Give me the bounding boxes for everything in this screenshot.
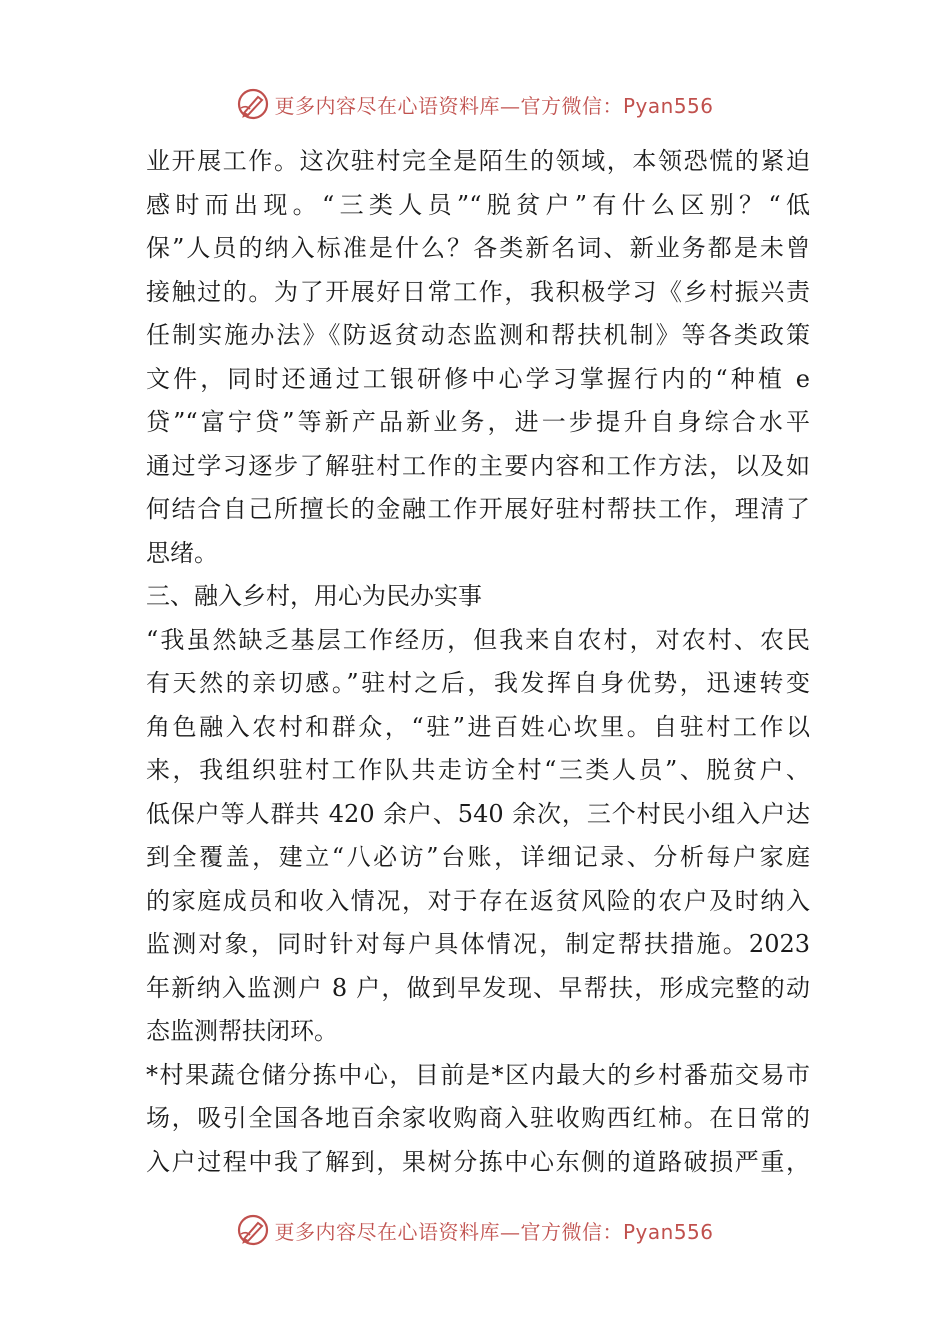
text-line: 角色融入农村和群众，“驻”进百姓心坎里。自驻村工作以 (146, 712, 810, 741)
text-line: 监测对象，同时针对每户具体情况，制定帮扶措施。2023 (146, 930, 810, 958)
text-line: 业开展工作。这次驻村完全是陌生的领域，本领恐慌的紧迫 (146, 147, 810, 175)
text-line: 通过学习逐步了解驻村工作的主要内容和工作方法，以及如 (146, 451, 810, 480)
pen-logo-icon (236, 1213, 270, 1247)
text-line: 任制实施办法》《防返贫动态监测和帮扶机制》等各类政策 (146, 321, 810, 349)
header-watermark (0, 84, 950, 124)
text-line: 接触过的。为了开展好日常工作，我积极学习《乡村振兴责 (146, 277, 810, 306)
text-line: 何结合自己所擅长的金融工作开展好驻村帮扶工作，理清了 (146, 495, 810, 523)
text-line: 感时而出现。“三类人员”“脱贫户”有什么区别？“低 (146, 190, 810, 219)
text-line: 年新纳入监测户 8 户，做到早发现、早帮扶，形成完整的动 (146, 973, 810, 1002)
text-line: 的家庭成员和收入情况，对于存在返贫风险的农户及时纳入 (146, 886, 810, 915)
text-line: 态监测帮扶闭环。 (146, 1017, 338, 1045)
document-body (146, 140, 810, 1184)
text-line: *村果蔬仓储分拣中心，目前是*区内最大的乡村番茄交易市 (146, 1060, 810, 1089)
footer-watermark (0, 1210, 950, 1250)
text-line: 保”人员的纳入标准是什么？各类新名词、新业务都是未曾 (146, 234, 810, 262)
text-line: 到全覆盖，建立“八必访”台账，详细记录、分析每户家庭 (146, 843, 810, 871)
text-line: 文件，同时还通过工银研修中心学习掌握行内的“种植 e (146, 364, 810, 393)
text-line: 思绪。 (146, 538, 218, 567)
text-line: 有天然的亲切感。”驻村之后，我发挥自身优势，迅速转变 (146, 669, 810, 697)
text-line: 贷”“富宁贷”等新产品新业务，进一步提升自身综合水平 (146, 408, 810, 436)
text-line: 低保户等人群共 420 余户、540 余次，三个村民小组入户达 (146, 799, 810, 828)
text-line: “我虽然缺乏基层工作经历，但我来自农村，对农村、农民 (146, 625, 810, 654)
text-line: 入户过程中我了解到，果树分拣中心东侧的道路破损严重， (146, 1147, 810, 1176)
watermark-text: 更多内容尽在心语资料库—官方微信：Pyan556 (274, 93, 714, 118)
text-line: 三、融入乡村，用心为民办实事 (146, 582, 482, 610)
text-line: 来，我组织驻村工作队共走访全村“三类人员”、脱贫户、 (146, 756, 810, 784)
watermark-text: 更多内容尽在心语资料库—官方微信：Pyan556 (274, 1219, 714, 1244)
pen-logo-icon (236, 87, 270, 121)
text-line: 场，吸引全国各地百余家收购商入驻收购西红柿。在日常的 (146, 1104, 810, 1132)
